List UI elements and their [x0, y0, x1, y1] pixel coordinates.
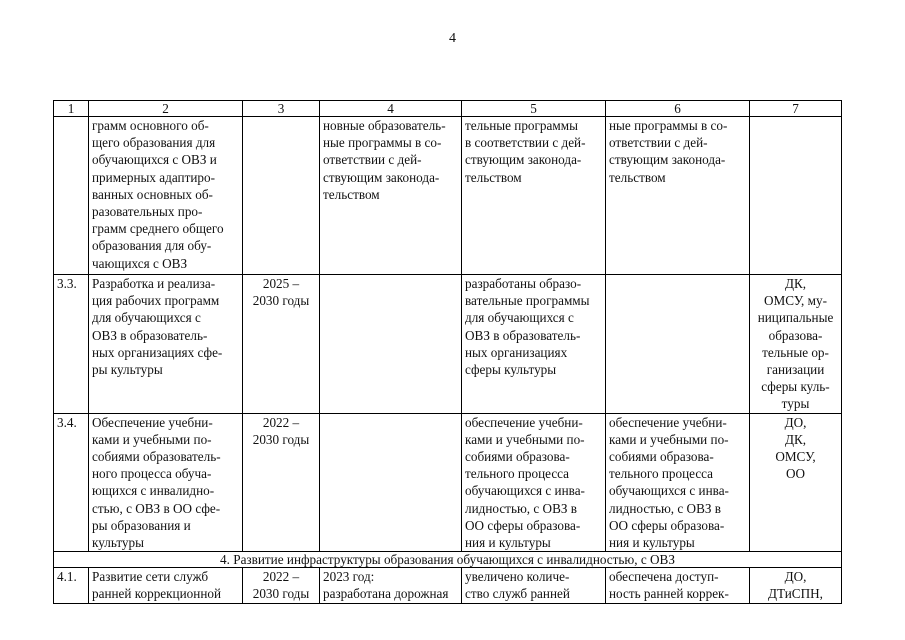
- cell-text-line: ОО сферы образова-: [465, 517, 581, 533]
- cell-text-line: ками и учебными по-: [609, 431, 729, 447]
- cell-text-line: для обучающихся с: [92, 310, 201, 326]
- cell-text-line: увеличено количе-: [465, 569, 570, 585]
- cell-text-line: 2025 –: [262, 276, 300, 291]
- cell-text-line: ОО: [785, 466, 806, 482]
- cell-text-line: грамм основного об-: [92, 118, 209, 133]
- cell-text-line: ниципальные: [757, 310, 834, 326]
- cell-text-line: Обеспечение учебни-: [92, 414, 213, 430]
- activity-cell: [89, 568, 243, 604]
- cell-text-line: разработаны образо-: [465, 276, 582, 291]
- cell-text-line: ствующим законода-: [323, 169, 440, 185]
- cell-text-line: ванных основных об-: [92, 186, 213, 202]
- cell-text-line: ответствии с дей-: [323, 152, 422, 168]
- cell-text-line: ния и культуры: [465, 535, 551, 551]
- cell-text-line: разработана дорожная: [323, 586, 449, 602]
- cell-text-line: ОО сферы образова-: [609, 517, 725, 533]
- cell-text-line: ДО,: [784, 569, 807, 585]
- cell-text-line: 2022 –: [262, 414, 300, 430]
- cell-text-line: обучающихся с инва-: [609, 483, 729, 499]
- row-number-cell: 3.3.: [54, 275, 89, 414]
- cell-text-line: 2023 год:: [323, 569, 375, 585]
- cell-text-line: тельные программы: [465, 118, 578, 133]
- cell-text-line: ствующим законода-: [609, 152, 726, 168]
- result-cell: [606, 275, 750, 414]
- cell-text-line: лидностью, с ОВЗ в: [609, 500, 722, 516]
- cell-text-line: ОВЗ в образователь-: [92, 327, 208, 343]
- result-cell: [606, 117, 750, 275]
- column-header: 4: [320, 101, 462, 117]
- cell-text-line: тельного процесса: [465, 466, 570, 482]
- result-cell: [462, 568, 606, 604]
- cell-text-line: новные образователь-: [323, 118, 446, 133]
- cell-text-line: ных организациях: [465, 344, 568, 360]
- cell-text-line: образова-: [768, 327, 823, 343]
- cell-text-line: ОМСУ, му-: [764, 293, 827, 309]
- row-number-cell: [54, 117, 89, 275]
- column-header: 3: [243, 101, 320, 117]
- column-header: 7: [750, 101, 842, 117]
- cell-text-line: ность ранней коррек-: [609, 586, 729, 602]
- cell-text-line: ОМСУ,: [775, 449, 816, 465]
- cell-text-line: ных организациях сфе-: [92, 344, 223, 360]
- term-cell: [243, 117, 320, 275]
- cell-text-line: ющихся с инвалидно-: [92, 483, 215, 499]
- cell-text-line: ДК,: [784, 276, 807, 291]
- cell-text-line: собиями образова-: [609, 449, 714, 465]
- responsible-cell: [750, 275, 842, 414]
- column-header: 6: [606, 101, 750, 117]
- cell-text-line: Разработка и реализа-: [92, 276, 216, 291]
- cell-text-line: разовательных про-: [92, 204, 203, 220]
- cell-text-line: обучающихся с ОВЗ и: [92, 152, 217, 168]
- cell-text-line: примерных адаптиро-: [92, 169, 216, 185]
- responsible-cell: [750, 568, 842, 604]
- cell-text-line: ция рабочих программ: [92, 293, 220, 309]
- cell-text-line: вательные программы: [465, 293, 590, 309]
- cell-text-line: ДТиСПН,: [768, 586, 823, 602]
- cell-text-line: ство служб ранней: [465, 586, 570, 602]
- cell-text-line: Развитие сети служб: [92, 569, 209, 585]
- cell-text-line: обеспечение учебни-: [609, 414, 727, 430]
- program-table: [53, 100, 842, 604]
- column-header: 1: [54, 101, 89, 117]
- cell-text-line: щего образования для: [92, 135, 216, 151]
- cell-text-line: обеспечена доступ-: [609, 569, 719, 585]
- cell-text-line: собиями образователь-: [92, 449, 221, 465]
- cell-text-line: 2030 годы: [252, 431, 310, 447]
- cell-text-line: ками и учебными по-: [465, 431, 585, 447]
- page-number: 4: [449, 31, 456, 46]
- term-cell: [243, 568, 320, 604]
- result-cell: [606, 568, 750, 604]
- cell-text-line: ствующим законода-: [465, 152, 582, 168]
- column-header: 2: [89, 101, 243, 117]
- indicator-cell: [320, 275, 462, 414]
- cell-text-line: тельством: [609, 169, 666, 185]
- responsible-cell: [750, 413, 842, 552]
- cell-text-line: грамм среднего общего: [92, 221, 224, 237]
- row-number-cell: 4.1.: [54, 568, 89, 604]
- cell-text-line: чающихся с ОВЗ: [92, 255, 188, 271]
- cell-text-line: в соответствии с дей-: [465, 135, 586, 151]
- cell-text-line: ДО,: [784, 414, 807, 430]
- cell-text-line: тельные ор-: [762, 344, 829, 360]
- cell-text-line: обеспечение учебни-: [465, 414, 583, 430]
- row-number-cell: 3.4.: [54, 413, 89, 552]
- cell-text-line: стью, с ОВЗ в ОО сфе-: [92, 500, 221, 516]
- indicator-cell: [320, 568, 462, 604]
- cell-text-line: культуры: [92, 535, 144, 551]
- cell-text-line: 2030 годы: [252, 293, 310, 309]
- cell-text-line: ры культуры: [92, 362, 163, 378]
- cell-text-line: тельного процесса: [609, 466, 714, 482]
- cell-text-line: обучающихся с инва-: [465, 483, 585, 499]
- cell-text-line: 2022 –: [262, 569, 300, 585]
- cell-text-line: образования для обу-: [92, 238, 212, 254]
- cell-text-line: ответствии с дей-: [609, 135, 708, 151]
- responsible-cell: [750, 117, 842, 275]
- term-cell: [243, 275, 320, 414]
- cell-text-line: тельством: [323, 186, 380, 202]
- cell-text-line: собиями образова-: [465, 449, 570, 465]
- indicator-cell: [320, 117, 462, 275]
- column-header: 5: [462, 101, 606, 117]
- cell-text-line: ранней коррекционной: [92, 586, 222, 602]
- result-cell: [462, 413, 606, 552]
- cell-text-line: ОВЗ в образователь-: [465, 327, 581, 343]
- cell-text-line: ния и культуры: [609, 535, 695, 551]
- cell-text-line: тельством: [465, 169, 522, 185]
- column-header-row: [54, 101, 842, 117]
- cell-text-line: ганизации: [766, 362, 825, 378]
- cell-text-line: сферы культуры: [465, 362, 557, 378]
- result-cell: [606, 413, 750, 552]
- table-row: [54, 117, 842, 275]
- cell-text-line: ками и учебными по-: [92, 431, 212, 447]
- cell-text-line: ного процесса обуча-: [92, 466, 212, 482]
- cell-text-line: ные программы в со-: [609, 118, 728, 133]
- activity-cell: [89, 117, 243, 275]
- cell-text-line: лидностью, с ОВЗ в: [465, 500, 578, 516]
- cell-text-line: 2030 годы: [252, 586, 310, 602]
- cell-text-line: ры образования и: [92, 517, 191, 533]
- indicator-cell: [320, 413, 462, 552]
- activity-cell: [89, 413, 243, 552]
- section-header-row: [54, 552, 842, 568]
- table-row: [54, 568, 842, 604]
- table-row: [54, 413, 842, 552]
- cell-text-line: ные программы в со-: [323, 135, 442, 151]
- cell-text-line: сферы куль-: [761, 379, 830, 395]
- cell-text-line: туры: [781, 396, 810, 412]
- cell-text-line: для обучающихся с: [465, 310, 574, 326]
- term-cell: [243, 413, 320, 552]
- activity-cell: [89, 275, 243, 414]
- cell-text-line: ДК,: [784, 431, 807, 447]
- section-title: 4. Развитие инфраструктуры образования обучающихся с инвалидностью, с ОВЗ: [54, 552, 842, 568]
- table-row: [54, 275, 842, 414]
- result-cell: [462, 275, 606, 414]
- result-cell: [462, 117, 606, 275]
